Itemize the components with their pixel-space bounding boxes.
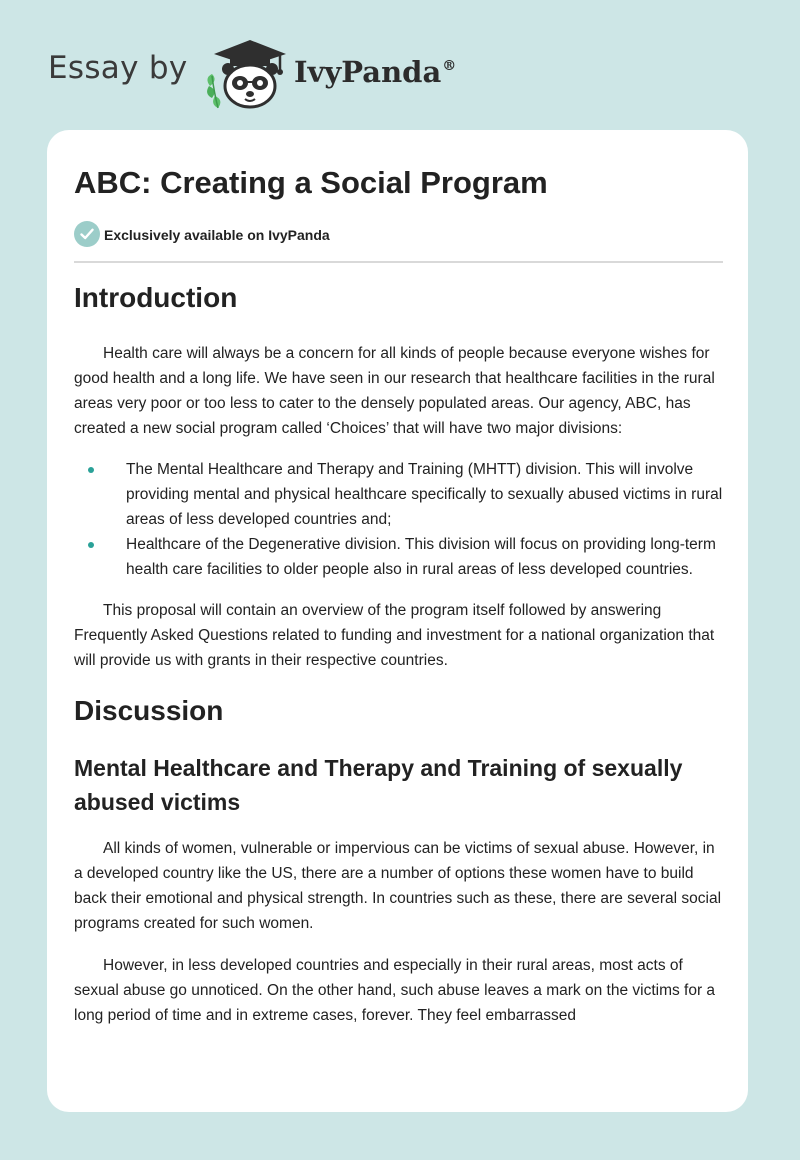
article-content <box>74 282 723 1028</box>
check-circle-icon <box>74 221 100 247</box>
exclusive-badge <box>74 221 474 249</box>
divisions-list <box>74 457 723 582</box>
article-card <box>47 130 748 1112</box>
list-item-text: Healthcare of the Degenerative division. This division will focus on providing long-term health care facilities to older people also in rural areas of less developed countries. <box>126 536 716 578</box>
heading-discussion: Discussion <box>74 695 224 726</box>
brand-header <box>48 36 528 116</box>
paragraph-discussion-1: All kinds of women, vulnerable or impervious can be victims of sexual abuse. However, in a developed country like the US, there are a number of options these women have to build back their emotional and physical strength. In countries such as these, there are several social programs created for such women. <box>74 840 722 932</box>
list-item <box>74 457 723 532</box>
heading-introduction: Introduction <box>74 282 238 313</box>
bullet-dot-icon <box>88 542 94 548</box>
essay-by-text: Essay by <box>48 50 188 86</box>
subheading-mental-healthcare: Mental Healthcare and Therapy and Training of sexually abused victims <box>74 755 683 815</box>
list-item-text: The Mental Healthcare and Therapy and Training (MHTT) division. This will involve providing mental and physical healthcare specifically to sexually abused victims in rural areas of less developed countries and; <box>126 461 723 528</box>
bullet-dot-icon <box>88 467 94 473</box>
ivypanda-mascot-icon <box>200 36 292 110</box>
article-title: ABC: Creating a Social Program <box>74 165 548 200</box>
list-item <box>74 532 723 582</box>
paragraph-discussion-2: However, in less developed countries and especially in their rural areas, most acts of sexual abuse go unnoticed. On the other hand, such abuse leaves a mark on the victims for a long period of time and in extreme cases, forever. They feel embarrassed <box>74 957 716 1024</box>
exclusive-label: Exclusively available on IvyPanda <box>104 227 330 243</box>
registered-mark: ® <box>442 58 457 74</box>
ivypanda-logo-text: IvyPanda® <box>294 55 457 89</box>
paragraph-intro-1: Health care will always be a concern for all kinds of people because everyone wishes for good health and a long life. We have seen in our research that healthcare facilities in the rural areas very poor or too less to cater to the densely populated areas. Our agency, ABC, has created a new social program called ‘Choices’ that will have two major divisions: <box>74 345 715 437</box>
title-divider <box>74 261 723 263</box>
paragraph-intro-2: This proposal will contain an overview of the program itself followed by answering Frequently Asked Questions related to funding and investment for a national organization that will provide us with grants in their respective countries. <box>74 602 715 669</box>
